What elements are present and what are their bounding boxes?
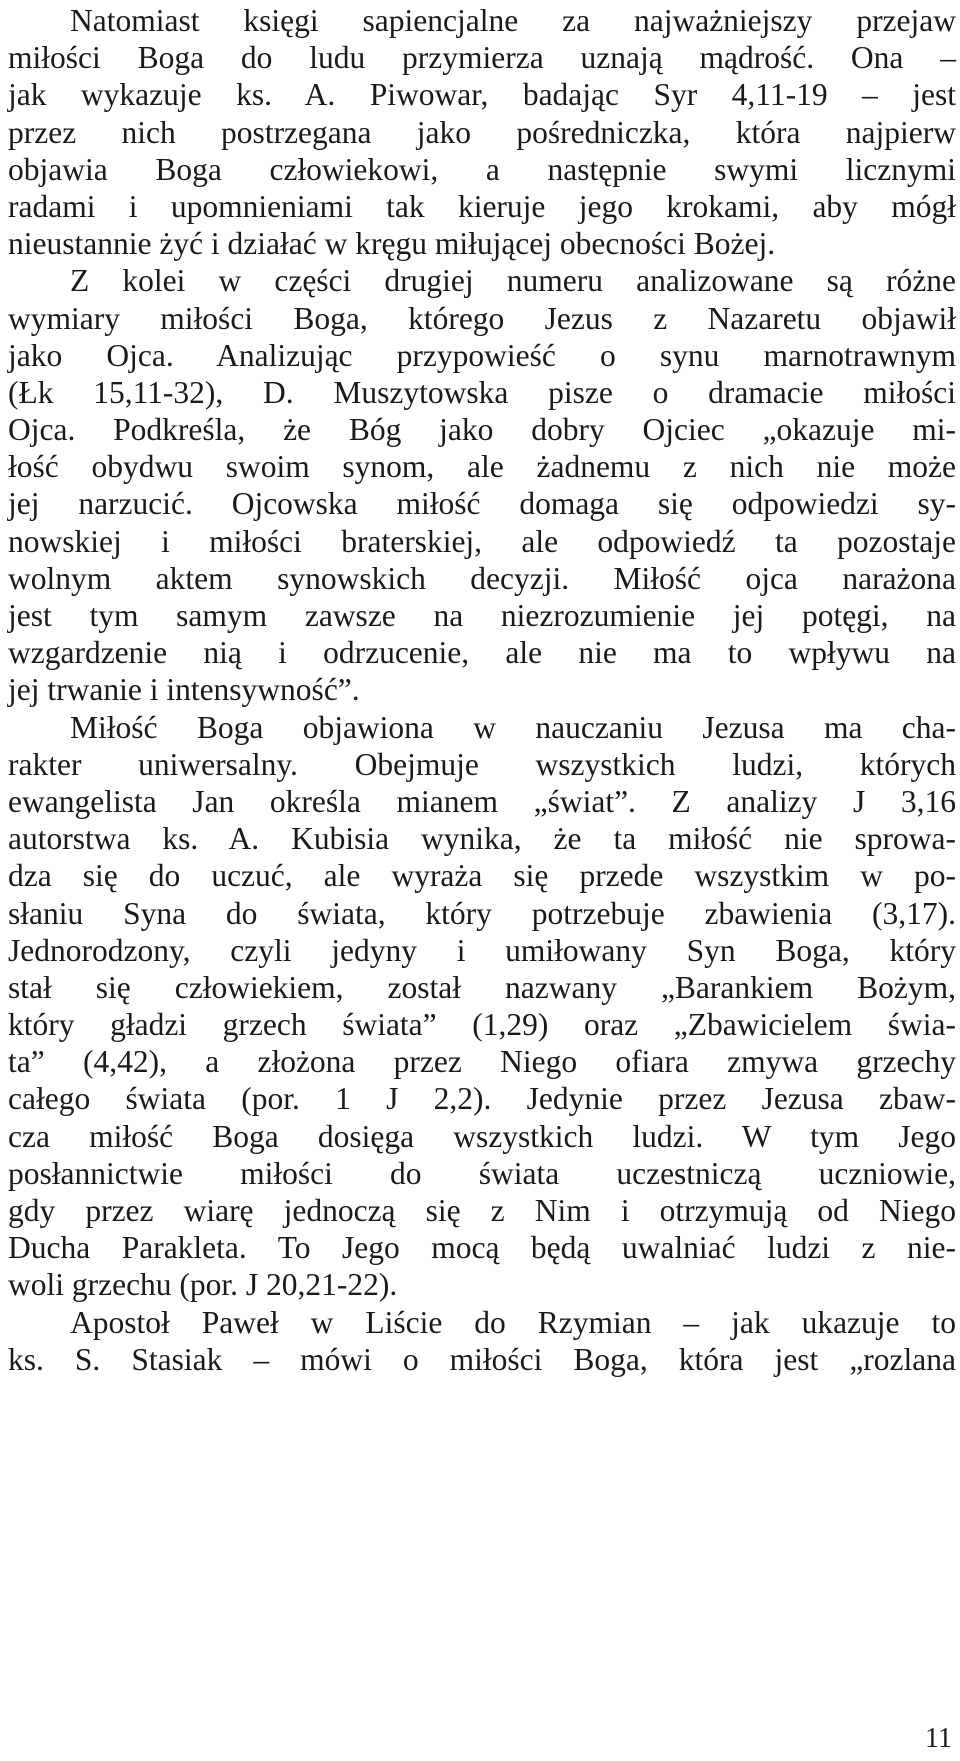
text-line: wolnym aktem synowskich decyzji. Miłość ojca narażona (8, 560, 956, 596)
text-line: jak wykazuje ks. A. Piwowar, badając Syr 4,11-19 – jest (8, 77, 956, 113)
text-line: objawia Boga człowiekowi, a następnie swymi licznymi (8, 151, 956, 187)
text-line: gdy przez wiarę jednoczą się z Nim i otrzymują od Niego (8, 1193, 956, 1228)
text-line: dza się do uczuć, ale wyraża się przede wszystkim w po- (8, 858, 956, 894)
text-line: cza miłość Boga dosięga wszystkich ludzi. W tym Jego (8, 1118, 956, 1154)
text-line: autorstwa ks. A. Kubisia wynika, że ta miłość nie sprowa- (8, 821, 956, 857)
text-line: wzgardzenie nią i odrzucenie, ale nie ma to wpływu na (8, 635, 956, 671)
text-line: miłości Boga do ludu przymierza uznają mądrość. Ona – (8, 40, 956, 76)
text-line: przez nich postrzegana jako pośredniczka, która najpierw (8, 114, 956, 150)
text-line: jako Ojca. Analizując przypowieść o synu marnotrawnym (8, 337, 956, 373)
text-line: posłannictwie miłości do świata uczestniczą uczniowie, (8, 1155, 956, 1191)
text-line: jej narzucić. Ojcowska miłość domaga się odpowiedzi sy- (8, 486, 956, 522)
document-body (8, 2, 956, 1378)
text-line: wymiary miłości Boga, którego Jezus z Nazaretu objawił (8, 300, 956, 336)
text-line: słaniu Syna do świata, który potrzebuje zbawienia (3,17). (8, 895, 956, 931)
text-line: Z kolei w części drugiej numeru analizowane są różne (70, 263, 956, 299)
text-line: ewangelista Jan określa mianem „świat”. Z analizy J 3,16 (8, 783, 956, 819)
text-line: jest tym samym zawsze na niezrozumienie jej potęgi, na (8, 598, 956, 633)
text-line: Apostoł Paweł w Liście do Rzymian – jak ukazuje to (70, 1304, 956, 1340)
text-line: (Łk 15,11-32), D. Muszytowska pisze o dramacie miłości (8, 374, 956, 410)
text-line: rakter uniwersalny. Obejmuje wszystkich ludzi, których (8, 746, 956, 782)
text-line: nowskiej i miłości braterskiej, ale odpowiedź ta pozostaje (8, 523, 956, 559)
text-line: Jednorodzony, czyli jedyny i umiłowany Syn Boga, który (8, 932, 956, 968)
text-line: woli grzechu (por. J 20,21-22). (8, 1267, 398, 1303)
page-number: 11 (925, 1723, 952, 1754)
text-line: który gładzi grzech świata” (1,29) oraz „Zbawicielem świa- (8, 1007, 956, 1043)
text-line: Miłość Boga objawiona w nauczaniu Jezusa ma cha- (70, 709, 956, 745)
text-line: jej trwanie i intensywność”. (8, 672, 360, 708)
text-line: Natomiast księgi sapiencjalne za najważniejszy przejaw (70, 3, 956, 38)
text-line: łość obydwu swoim synom, ale żadnemu z nich nie może (8, 449, 956, 485)
text-line: Ojca. Podkreśla, że Bóg jako dobry Ojciec „okazuje mi- (8, 412, 956, 448)
text-line: Ducha Parakleta. To Jego mocą będą uwalniać ludzi z nie- (8, 1230, 956, 1266)
text-line: całego świata (por. 1 J 2,2). Jedynie przez Jezusa zbaw- (8, 1081, 956, 1117)
text-line: stał się człowiekiem, został nazwany „Barankiem Bożym, (8, 969, 956, 1005)
text-line: ta” (4,42), a złożona przez Niego ofiara zmywa grzechy (8, 1044, 956, 1080)
text-line: nieustannie żyć i działać w kręgu miłującej obecności Bożej. (8, 226, 776, 262)
text-line: radami i upomnieniami tak kieruje jego krokami, aby mógł (8, 188, 956, 224)
text-line: ks. S. Stasiak – mówi o miłości Boga, która jest „rozlana (8, 1341, 956, 1377)
